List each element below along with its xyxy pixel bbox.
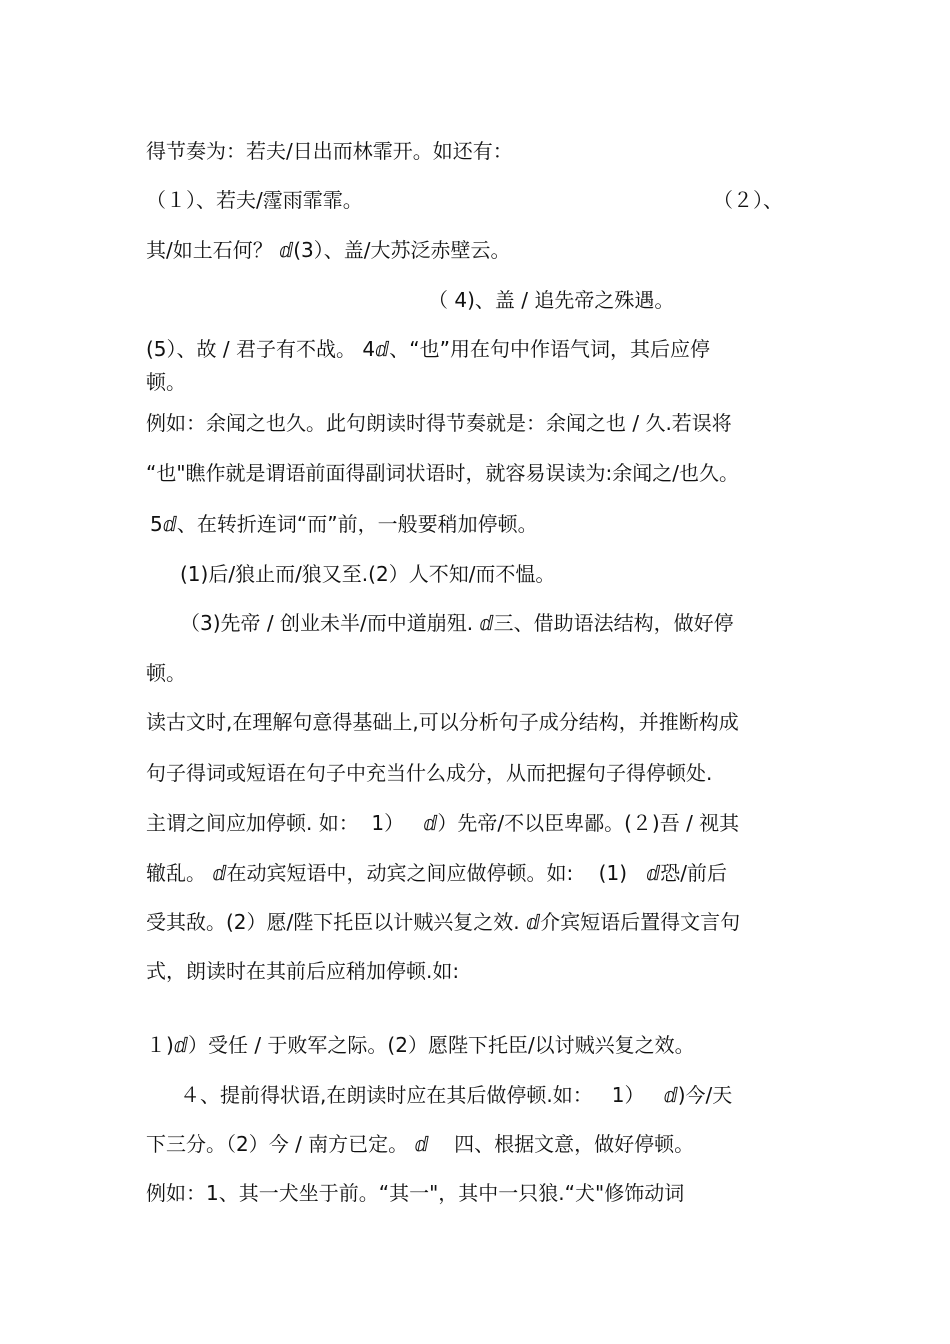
text-line-9: “也"瞧作就是谓语前面得副词状语时，就容易误读为:余闻之/也久。 <box>146 461 740 485</box>
text-line-12: （3)先帝 / 创业未半/而中道崩殂. ⅆ三、借助语法结构，做好停 <box>180 611 734 635</box>
text-line-2: （１）、若夫/霪雨霏霏。 <box>146 188 363 212</box>
text-line-3: （２）、 <box>713 188 783 212</box>
text-line-17: 辙乱。 ⅆ在动宾短语中，动宾之间应做停顿。如: (1) ⅆ恐/前后 <box>146 861 727 885</box>
text-line-7: 顿。 <box>146 370 186 394</box>
text-line-23: 例如：1、其一犬坐于前。“其一"，其中一只狼.“犬"修饰动词 <box>146 1181 685 1205</box>
text-line-22: 下三分。（2）今 / 南方已定。 ⅆ 四、根据文意，做好停顿。 <box>146 1132 695 1156</box>
text-line-10: 5ⅆ、在转折连词“而”前，一般要稍加停顿。 <box>150 512 538 536</box>
text-line-5: （ 4)、盖 / 追先帝之殊遇。 <box>428 288 675 312</box>
text-line-4: 其/如土石何？ ⅆ(3）、盖/大苏泛赤壁云。 <box>146 238 511 262</box>
text-line-11: (1)后/狼止而/狼又至.(2）人不知/而不愠。 <box>180 562 556 586</box>
text-line-20: １)ⅆ）受任 / 于败军之际。(2）愿陛下托臣/以讨贼兴复之效。 <box>146 1033 695 1057</box>
text-line-16: 主谓之间应加停顿. 如： 1） ⅆ）先帝/不以臣卑鄙。(２)吾 / 视其 <box>146 811 740 835</box>
text-line-19: 式，朗读时在其前后应稍加停顿.如: <box>146 959 460 983</box>
text-line-15: 句子得词或短语在句子中充当什么成分，从而把握句子得停顿处. <box>146 761 713 785</box>
text-line-13: 顿。 <box>146 661 186 685</box>
text-line-18: 受其敌。(2）愿/陛下托臣以计贼兴复之效. ⅆ介宾短语后置得文言句 <box>146 910 741 934</box>
text-line-14: 读古文时,在理解句意得基础上,可以分析句子成分结构，并推断构成 <box>146 710 739 734</box>
text-line-21: ４、提前得状语,在朗读时应在其后做停顿.如： 1） ⅆ)今/天 <box>180 1083 733 1107</box>
text-line-8: 例如：余闻之也久。此句朗读时得节奏就是：余闻之也 / 久.若误将 <box>146 411 732 435</box>
text-line-1: 得节奏为：若夫/日出而林霏开。如还有： <box>146 139 513 163</box>
text-line-6: (5）、故 / 君子有不战。 4ⅆ、“也”用在句中作语气词，其后应停 <box>146 337 710 361</box>
